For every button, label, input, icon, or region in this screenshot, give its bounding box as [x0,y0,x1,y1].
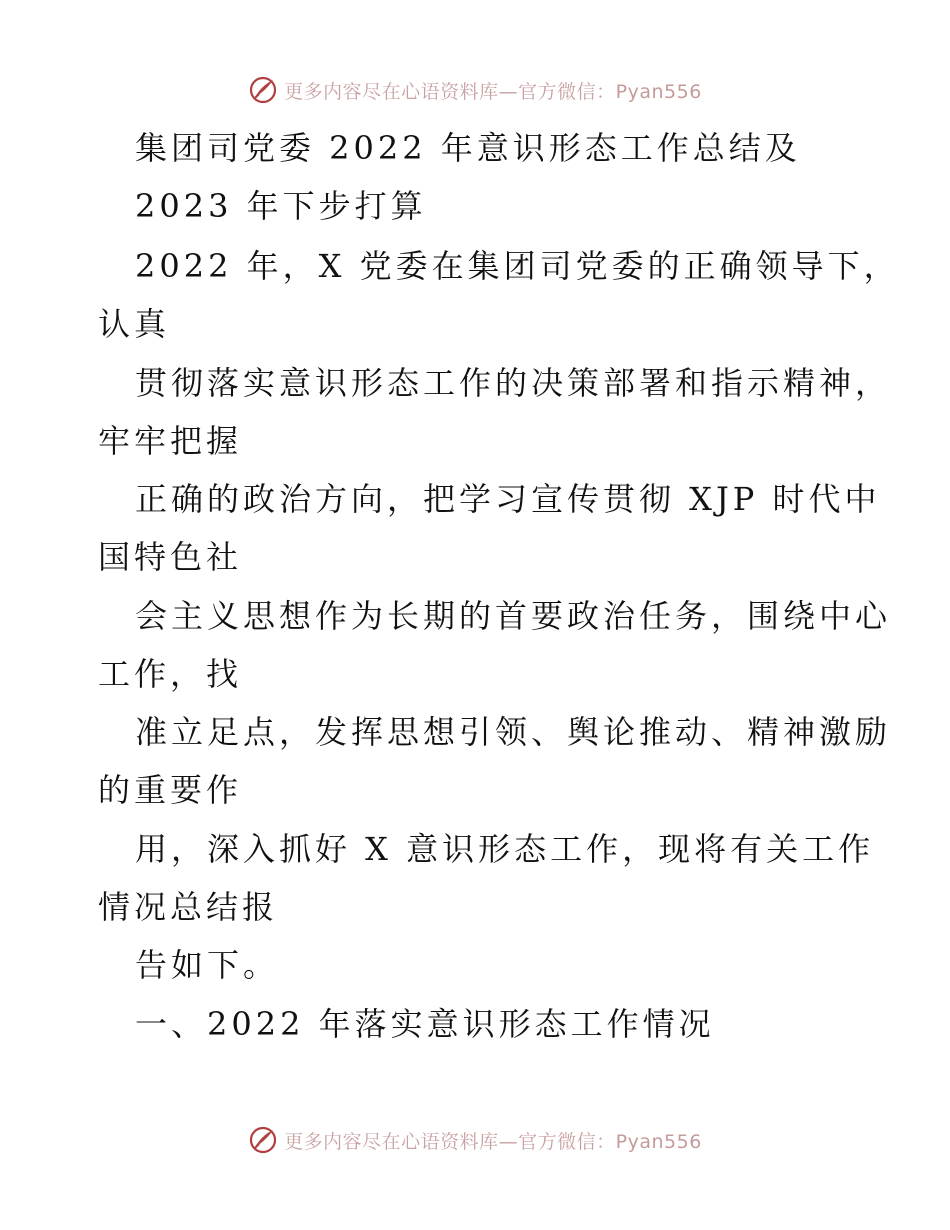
watermark-wechat-id: Pyan556 [615,80,702,103]
paragraph-line: 贯彻落实意识形态工作的决策部署和指示精神， [135,364,892,402]
paragraph-line: 认真 [98,305,171,343]
header-watermark [0,70,950,110]
paragraph-line: 正确的政治方向，把学习宣传贯彻 XJP 时代中 [135,480,881,518]
footer-watermark [0,1120,950,1160]
section-heading: 一、2022 年落实意识形态工作情况 [135,1005,715,1043]
quill-emblem-icon [248,75,278,105]
paragraph-line: 的重要作 [98,771,243,809]
paragraph-line: 国特色社 [98,538,243,576]
document-title-line-2: 2023 年下步打算 [135,187,427,225]
paragraph-line: 用，深入抓好 X 意识形态工作，现将有关工作 [135,830,875,868]
paragraph-line: 牢牢把握 [98,422,243,460]
paragraph-line: 告如下。 [135,946,280,984]
quill-emblem-icon [248,1125,278,1155]
watermark-text: 更多内容尽在心语资料库—官方微信：Pyan556 [284,1130,702,1153]
paragraph-line: 2022 年，X 党委在集团司党委的正确领导下， [135,247,900,285]
paragraph-line: 会主义思想作为长期的首要政治任务，围绕中心 [135,597,892,635]
watermark-text: 更多内容尽在心语资料库—官方微信：Pyan556 [284,80,702,103]
paragraph-line: 工作，找 [98,655,243,693]
paragraph-line: 情况总结报 [98,888,279,926]
watermark-wechat-id: Pyan556 [615,1130,702,1153]
paragraph-line: 准立足点，发挥思想引领、舆论推动、精神激励 [135,713,892,751]
document-title-line-1: 集团司党委 2022 年意识形态工作总结及 [135,129,801,167]
